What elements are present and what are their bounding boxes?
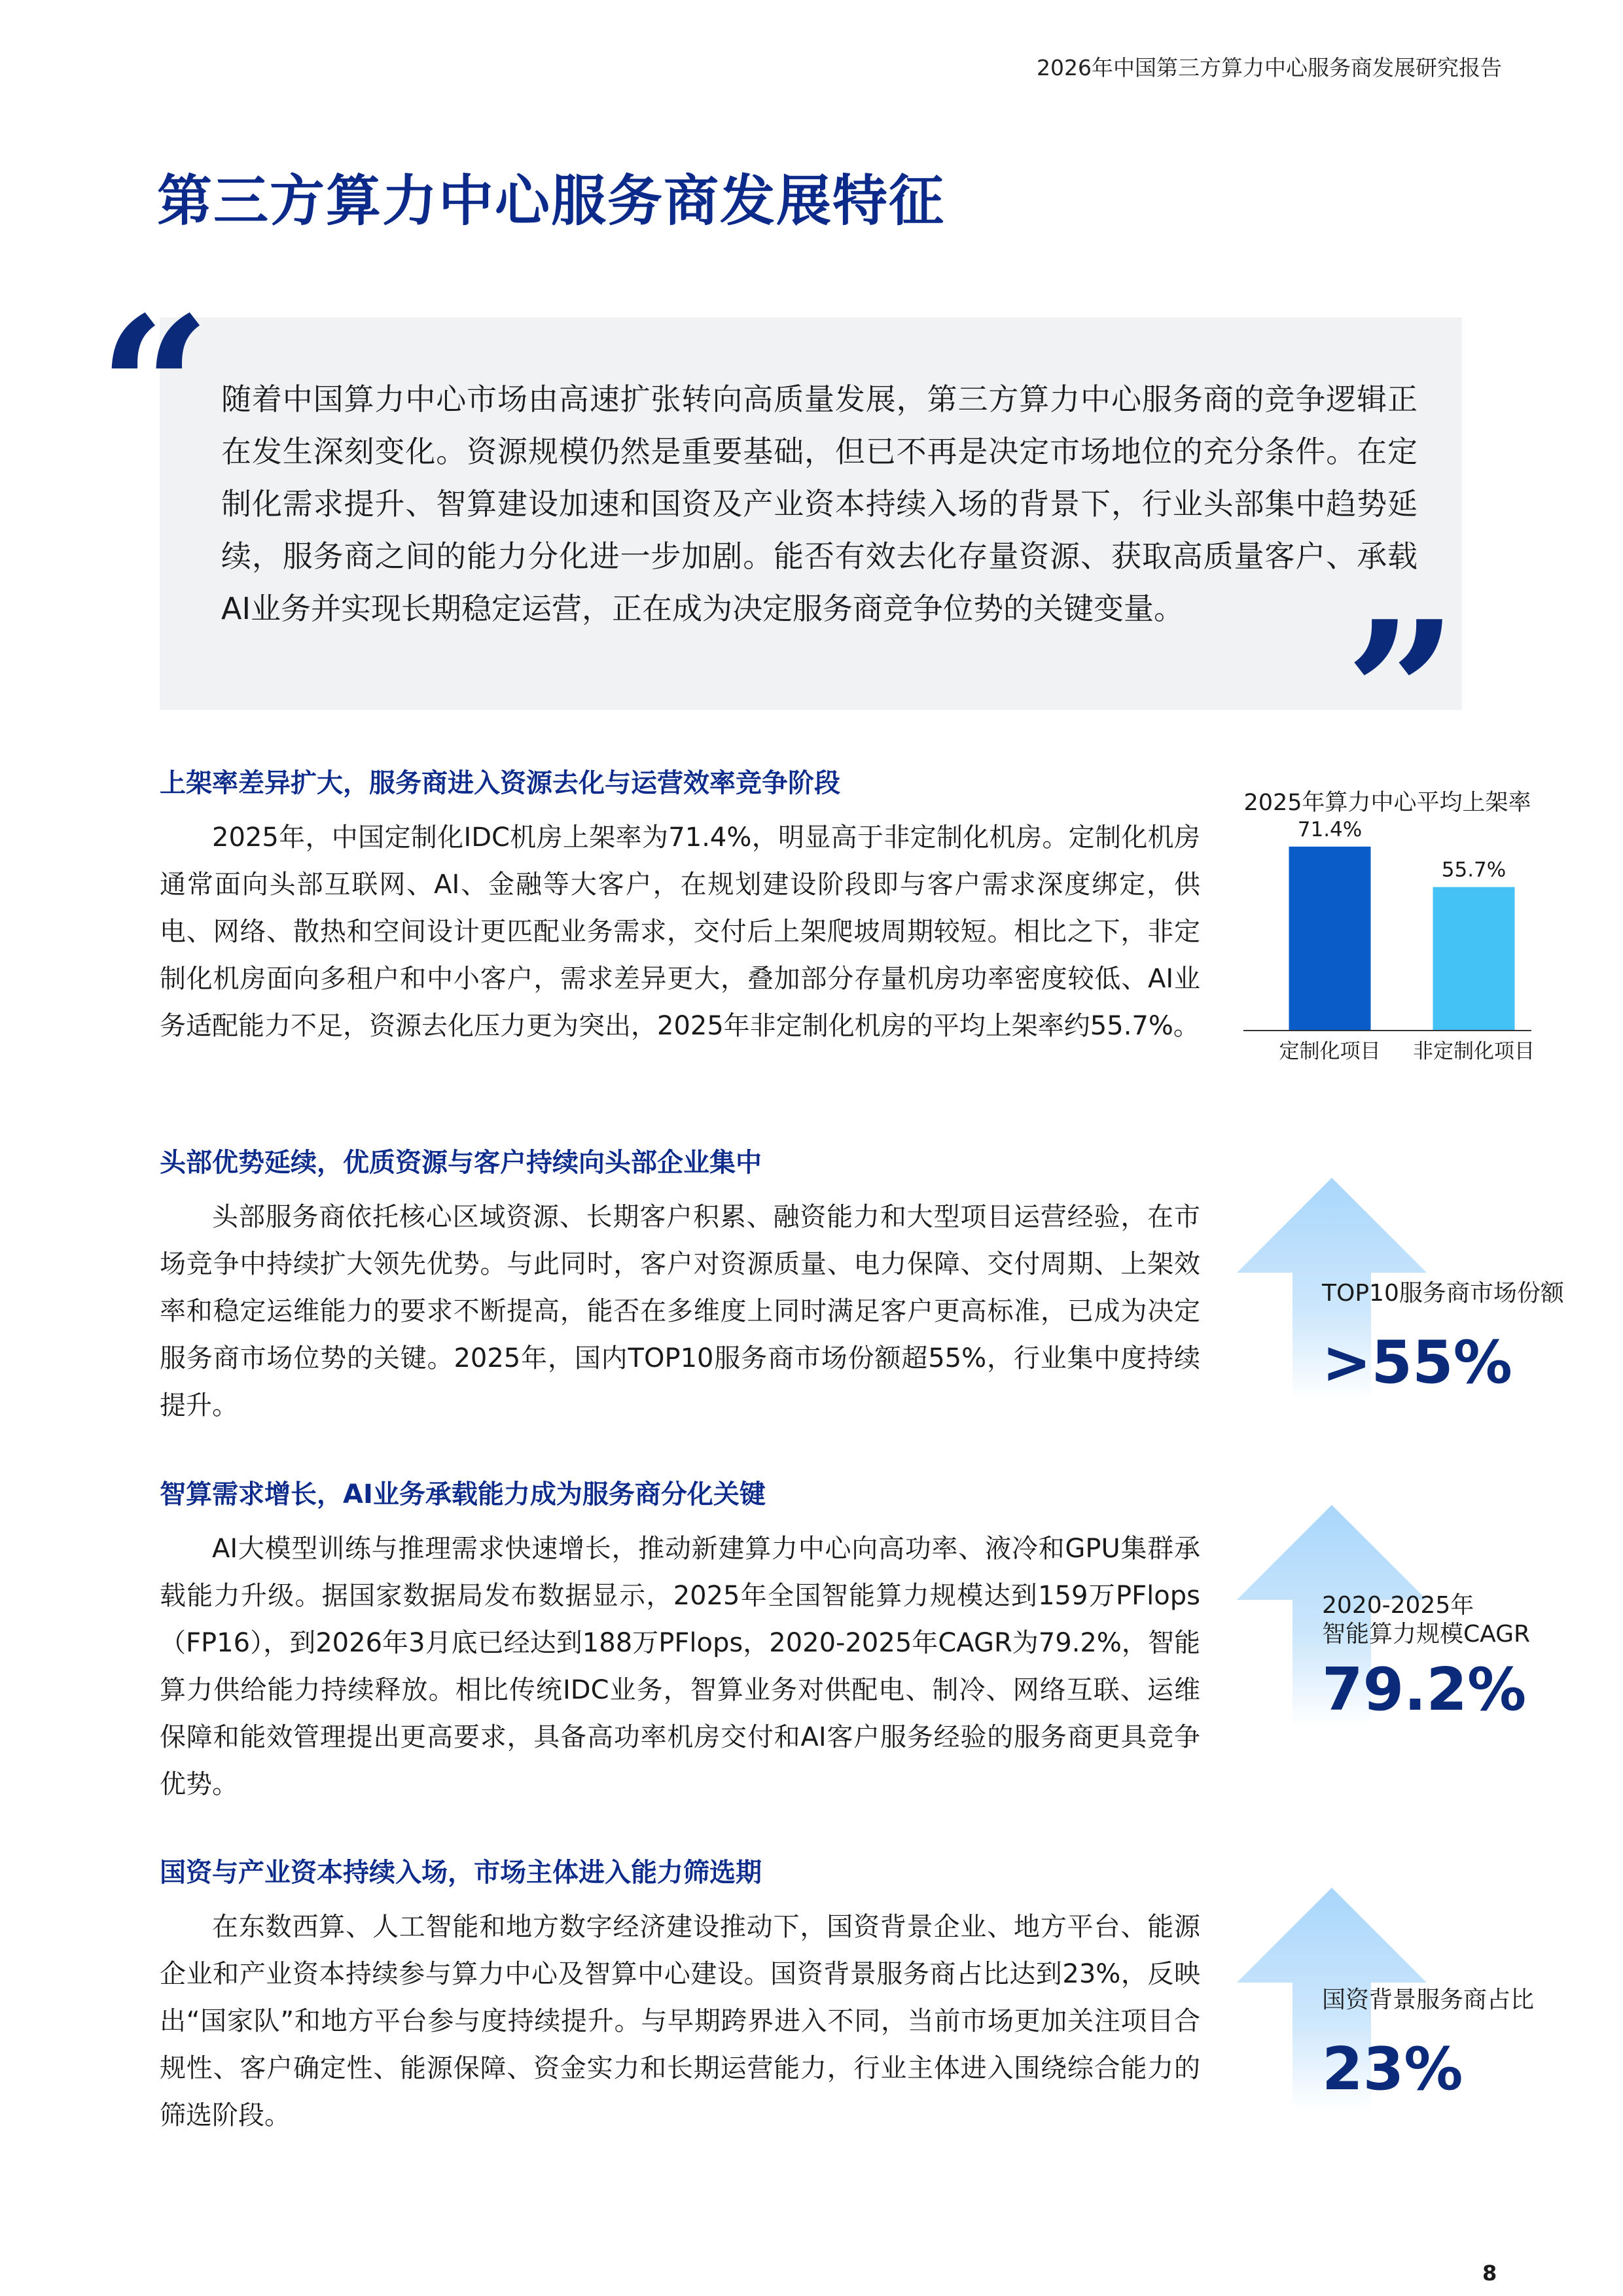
page-number: 8 xyxy=(1482,2261,1497,2286)
bar-value-label: 71.4% xyxy=(1297,817,1363,841)
open-quote-icon: “ xyxy=(98,274,211,504)
section-heading-occupancy: 上架率差异扩大，服务商进入资源去化与运营效率竞争阶段 xyxy=(160,768,840,798)
bar-customized xyxy=(1289,847,1371,1031)
section-heading-state-capital: 国资与产业资本持续入场，市场主体进入能力筛选期 xyxy=(160,1858,762,1888)
section-heading-concentration: 头部优势延续，优质资源与客户持续向头部企业集中 xyxy=(160,1148,762,1178)
bar-value-label: 55.7% xyxy=(1441,858,1507,882)
page-title: 第三方算力中心服务商发展特征 xyxy=(157,169,946,233)
stat-value-ai-cagr: 79.2% xyxy=(1322,1655,1527,1724)
report-header-title: 2026年中国第三方算力中心服务商发展研究报告 xyxy=(1037,55,1502,80)
stat-value-top10-share: >55% xyxy=(1322,1328,1512,1397)
section-body-state-capital: 在东数西算、人工智能和地方数字经济建设推动下，国资背景企业、地方平台、能源企业和产业资本持续参与算力中心及智算中心建设。国资背景服务商占比达到23%，反映出“国家队”和地方平台参与度持续提升。与早期跨界进入不同，当前市场更加关注项目合规性、客户确定性、能源保障、资金实力和长期运营能力，行业主体进入围绕综合能力的筛选阶段。 xyxy=(160,1912,1200,2130)
stat-value-state-share: 23% xyxy=(1322,2035,1463,2104)
category-label: 定制化项目 xyxy=(1279,1040,1381,1063)
stat-label-ai-cagr: 2020-2025年 智能算力规模CAGR xyxy=(1322,1592,1531,1648)
section-body-concentration: 头部服务商依托核心区域资源、长期客户积累、融资能力和大型项目运营经验，在市场竞争中持续扩大领先优势。与此同时，客户对资源质量、电力保障、交付周期、上架效率和稳定运维能力的要求不断提高，能否在多维度上同时满足客户更高标准，已成为决定服务商市场位势的关键。2025年，国内TOP10服务商市场份额超55%，行业集中度持续提升。 xyxy=(160,1202,1200,1421)
stat-label-state-share: 国资背景服务商占比 xyxy=(1322,1987,1535,2013)
section-body-occupancy: 2025年，中国定制化IDC机房上架率为71.4%，明显高于非定制化机房。定制化机房通常面向头部互联网、AI、金融等大客户，在规划建设阶段即与客户需求深度绑定，供电、网络、散热和空间设计更匹配业务需求，交付后上架爬坡周期较短。相比之下，非定制化机房面向多租户和中小客户，需求差异更大，叠加部分存量机房功率密度较低、AI业务适配能力不足，资源去化压力更为突出，2025年非定制化机房的平均上架率约55.7%。 xyxy=(160,822,1200,1041)
section-heading-ai-demand: 智算需求增长，AI业务承载能力成为服务商分化关键 xyxy=(160,1479,766,1510)
close-quote-icon: ” xyxy=(1345,578,1458,809)
chart-title: 2025年算力中心平均上架率 xyxy=(1243,790,1531,816)
section-body-ai-demand: AI大模型训练与推理需求快速增长，推动新建算力中心向高功率、液冷和GPU集群承载能力升级。据国家数据局发布数据显示，2025年全国智能算力规模达到159万PFlops（FP16），到2026年3月底已经达到188万PFlops，2020-2025年CAGR为79.2%，智能算力供给能力持续释放。相比传统IDC业务，智算业务对供配电、制冷、网络互联、运维保障和能效管理提出更高要求，具备高功率机房交付和AI客户服务经验的服务商更具竞争优势。 xyxy=(160,1534,1200,1799)
occupancy-bar-chart xyxy=(1230,779,1544,1080)
category-label: 非定制化项目 xyxy=(1413,1040,1535,1063)
quote-text: 随着中国算力中心市场由高速扩张转向高质量发展，第三方算力中心服务商的竞争逻辑正在发生深刻变化。资源规模仍然是重要基础，但已不再是决定市场地位的充分条件。在定制化需求提升、智算建设加速和国资及产业资本持续入场的背景下，行业头部集中趋势延续，服务商之间的能力分化进一步加剧。能否有效去化存量资源、获取高质量客户、承载AI业务并实现长期稳定运营，正在成为决定服务商竞争位势的关键变量。 xyxy=(221,381,1418,626)
bar-non-customized xyxy=(1433,887,1515,1031)
stat-label-top10-share: TOP10服务商市场份额 xyxy=(1322,1280,1564,1307)
